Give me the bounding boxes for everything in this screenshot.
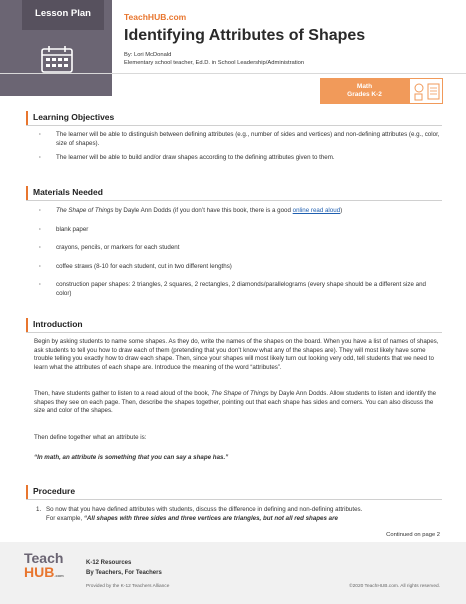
badge-icons — [409, 78, 443, 104]
objectives-rule — [26, 125, 442, 126]
introduction-rule — [26, 332, 442, 333]
step-text: So now that you have defined attributes with students, discuss the difference in defining and non-defining attributes. — [46, 506, 363, 513]
procedure-step-1 — [36, 506, 440, 523]
intro-paragraph-1: Begin by asking students to name some shapes. As they do, write the names of the shapes on the board. When you have a list of names of shapes, ask students to tell you how to draw each of them (pretending that you don’t know what any of the shapes are). They will most likely have some trouble telling you exactly how to draw each shape. Then, since your shapes will most likely turn out looking very odd, tell students that we need to learn what the attributes of each shape are. Introduce the meaning of the word “attributes”. — [34, 338, 439, 372]
introduction-heading: Introduction — [26, 318, 442, 332]
shapes-icon — [410, 79, 444, 105]
footer-copyright: ©2020 TeachHUB.com. All rights reserved. — [349, 584, 440, 589]
procedure-rule — [26, 499, 442, 500]
author-credentials: Elementary school teacher, Ed.D. in School Leadership/Administration — [124, 60, 305, 66]
subject-label: Math — [356, 83, 373, 90]
step-example — [36, 515, 440, 524]
list-item: · The learner will be able to distinguish between defining attributes (e.g., number of sides and vertices) and non-defining attributes (e.g., color, size of shapes). — [36, 131, 440, 148]
list-item: · blank paper — [36, 226, 440, 235]
objectives-list — [36, 131, 440, 169]
book-title: The Shape of Things — [211, 390, 269, 397]
list-item: · crayons, pencils, or markers for each student — [36, 244, 440, 253]
intro-text: Then, have students gather to listen to a read aloud of the book, — [34, 390, 212, 397]
footer-tagline-2: By Teachers, For Teachers — [86, 570, 162, 576]
step-number: 1. — [36, 506, 42, 513]
teachhub-logo — [24, 551, 84, 595]
attribute-definition-quote: “In math, an attribute is something that you can say a shape has.” — [34, 454, 229, 461]
footer-tagline-1: K-12 Resources — [86, 560, 132, 566]
online-read-aloud-link[interactable]: online read aloud — [292, 207, 341, 214]
grades-label: Grades K-2 — [347, 91, 382, 98]
materials-list — [36, 207, 440, 305]
lesson-plan-tab: Lesson Plan — [22, 0, 104, 30]
list-item — [36, 207, 440, 216]
continued-note: Continued on page 2 — [386, 532, 440, 538]
logo-text-hub-line — [24, 565, 84, 583]
materials-rule — [26, 200, 442, 201]
page-title: Identifying Attributes of Shapes — [124, 27, 366, 44]
footer-provider: Provided by the K-12 Teachers Alliance — [86, 584, 170, 589]
objectives-heading: Learning Objectives — [26, 111, 442, 125]
procedure-heading: Procedure — [26, 485, 442, 499]
author-name: By: Lori McDonald — [124, 52, 172, 58]
logo-text-hub: HUB — [24, 564, 55, 580]
intro-paragraph-2 — [34, 390, 440, 416]
example-lead: For example, — [46, 514, 84, 522]
closing-paren: ) — [340, 207, 343, 214]
book-description: by Dayle Ann Dodds (if you don’t have this book, there is a good — [113, 207, 293, 214]
list-item: · The learner will be able to build and/or draw shapes according to the defining attributes given to them. — [36, 154, 440, 163]
materials-heading: Materials Needed — [26, 186, 442, 200]
logo-text-teach: Teach — [24, 550, 64, 566]
author-byline — [124, 51, 304, 67]
list-item: · construction paper shapes: 2 triangles, 2 squares, 2 rectangles, 2 diamonds/parallelograms (every shape should be a different size and color) — [36, 281, 440, 298]
subject-badge — [320, 78, 409, 104]
list-item: · coffee straws (8-10 for each student, cut in two different lengths) — [36, 263, 440, 272]
header-divider — [0, 73, 466, 74]
example-quote: “All shapes with three sides and three vertices are triangles, but not all red shapes are — [83, 514, 338, 522]
brand-name: TeachHUB.com — [124, 12, 187, 22]
intro-text: by Dayle Ann Dodds. Allow students to listen and identify the shapes they see on each page. Then, describe the shapes together, pointing out that each shape has sides and corners. You can also discuss the size and color of the shapes. — [34, 390, 437, 415]
logo-text-com: .com — [54, 573, 64, 578]
intro-paragraph-3: Then define together what an attribute is: — [34, 434, 147, 441]
calendar-icon — [40, 44, 74, 74]
book-title: The Shape of Things — [56, 207, 114, 214]
